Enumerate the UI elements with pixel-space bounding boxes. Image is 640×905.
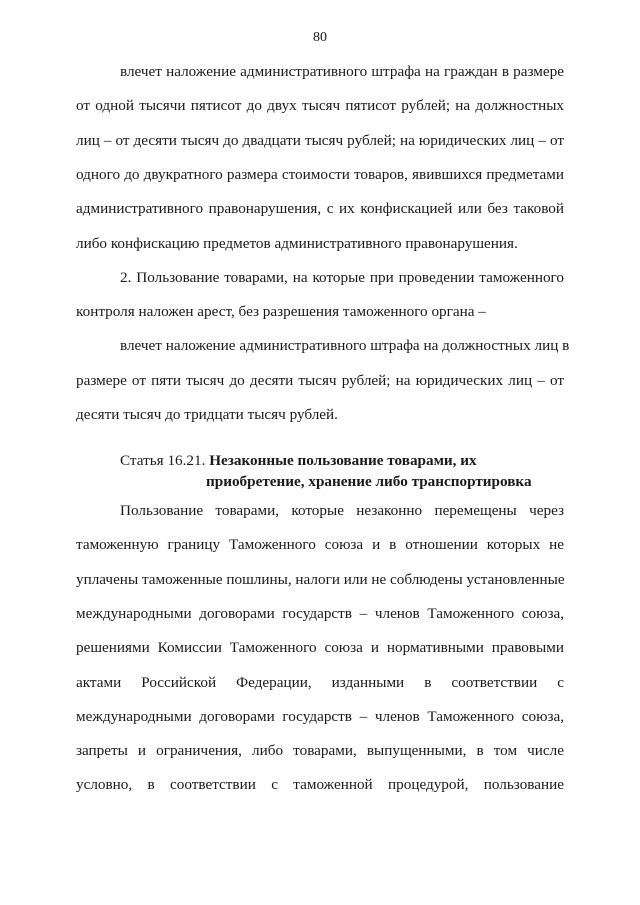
article-heading: [120, 451, 565, 492]
text-line: таможенную границу Таможенного союза и в отношении которых не: [76, 536, 564, 554]
text-line: условно, в соответствии с таможенной процедурой, пользование: [76, 776, 564, 794]
article-title-line2: приобретение, хранение либо транспортировка: [206, 473, 532, 490]
page-number: 80: [313, 30, 327, 45]
text-line: от одной тысячи пятисот до двух тысяч пятисот рублей; на должностных: [76, 97, 564, 115]
article-title-line1: Незаконные пользование товарами, их: [209, 452, 477, 469]
text-line: Пользование товарами, которые незаконно перемещены через: [120, 502, 564, 519]
text-line: международными договорами государств – членов Таможенного союза,: [76, 707, 564, 725]
text-line: одного до двукратного размера стоимости товаров, явившихся предметами: [76, 165, 564, 183]
article-prefix: Статья 16.21.: [120, 452, 206, 469]
text-line: размере от пяти тысяч до десяти тысяч рублей; на юридических лиц – от: [76, 371, 564, 389]
text-line: актами Российской Федерации, изданными в соответствии с: [76, 673, 564, 691]
text-line: решениями Комиссии Таможенного союза и нормативными правовыми: [76, 639, 564, 657]
text-line: уплачены таможенные пошлины, налоги или не соблюдены установленные: [76, 570, 565, 588]
text-line: либо конфискацию предметов административного правонарушения.: [76, 234, 518, 252]
text-line: влечет наложение административного штрафа на граждан в размере: [120, 63, 564, 80]
text-line: влечет наложение административного штрафа на должностных лиц в: [120, 337, 570, 355]
text-line: запреты и ограничения, либо товарами, выпущенными, в том числе: [76, 742, 564, 760]
text-line: административного правонарушения, с их конфискацией или без таковой: [76, 200, 564, 218]
text-line: 2. Пользование товарами, на которые при проведении таможенного: [120, 268, 564, 286]
text-line: десяти тысяч до тридцати тысяч рублей.: [76, 406, 338, 423]
text-line: контроля наложен арест, без разрешения таможенного органа –: [76, 303, 486, 321]
text-line: лиц – от десяти тысяч до двадцати тысяч рублей; на юридических лиц – от: [76, 131, 564, 149]
text-line: международными договорами государств – членов Таможенного союза,: [76, 604, 564, 622]
